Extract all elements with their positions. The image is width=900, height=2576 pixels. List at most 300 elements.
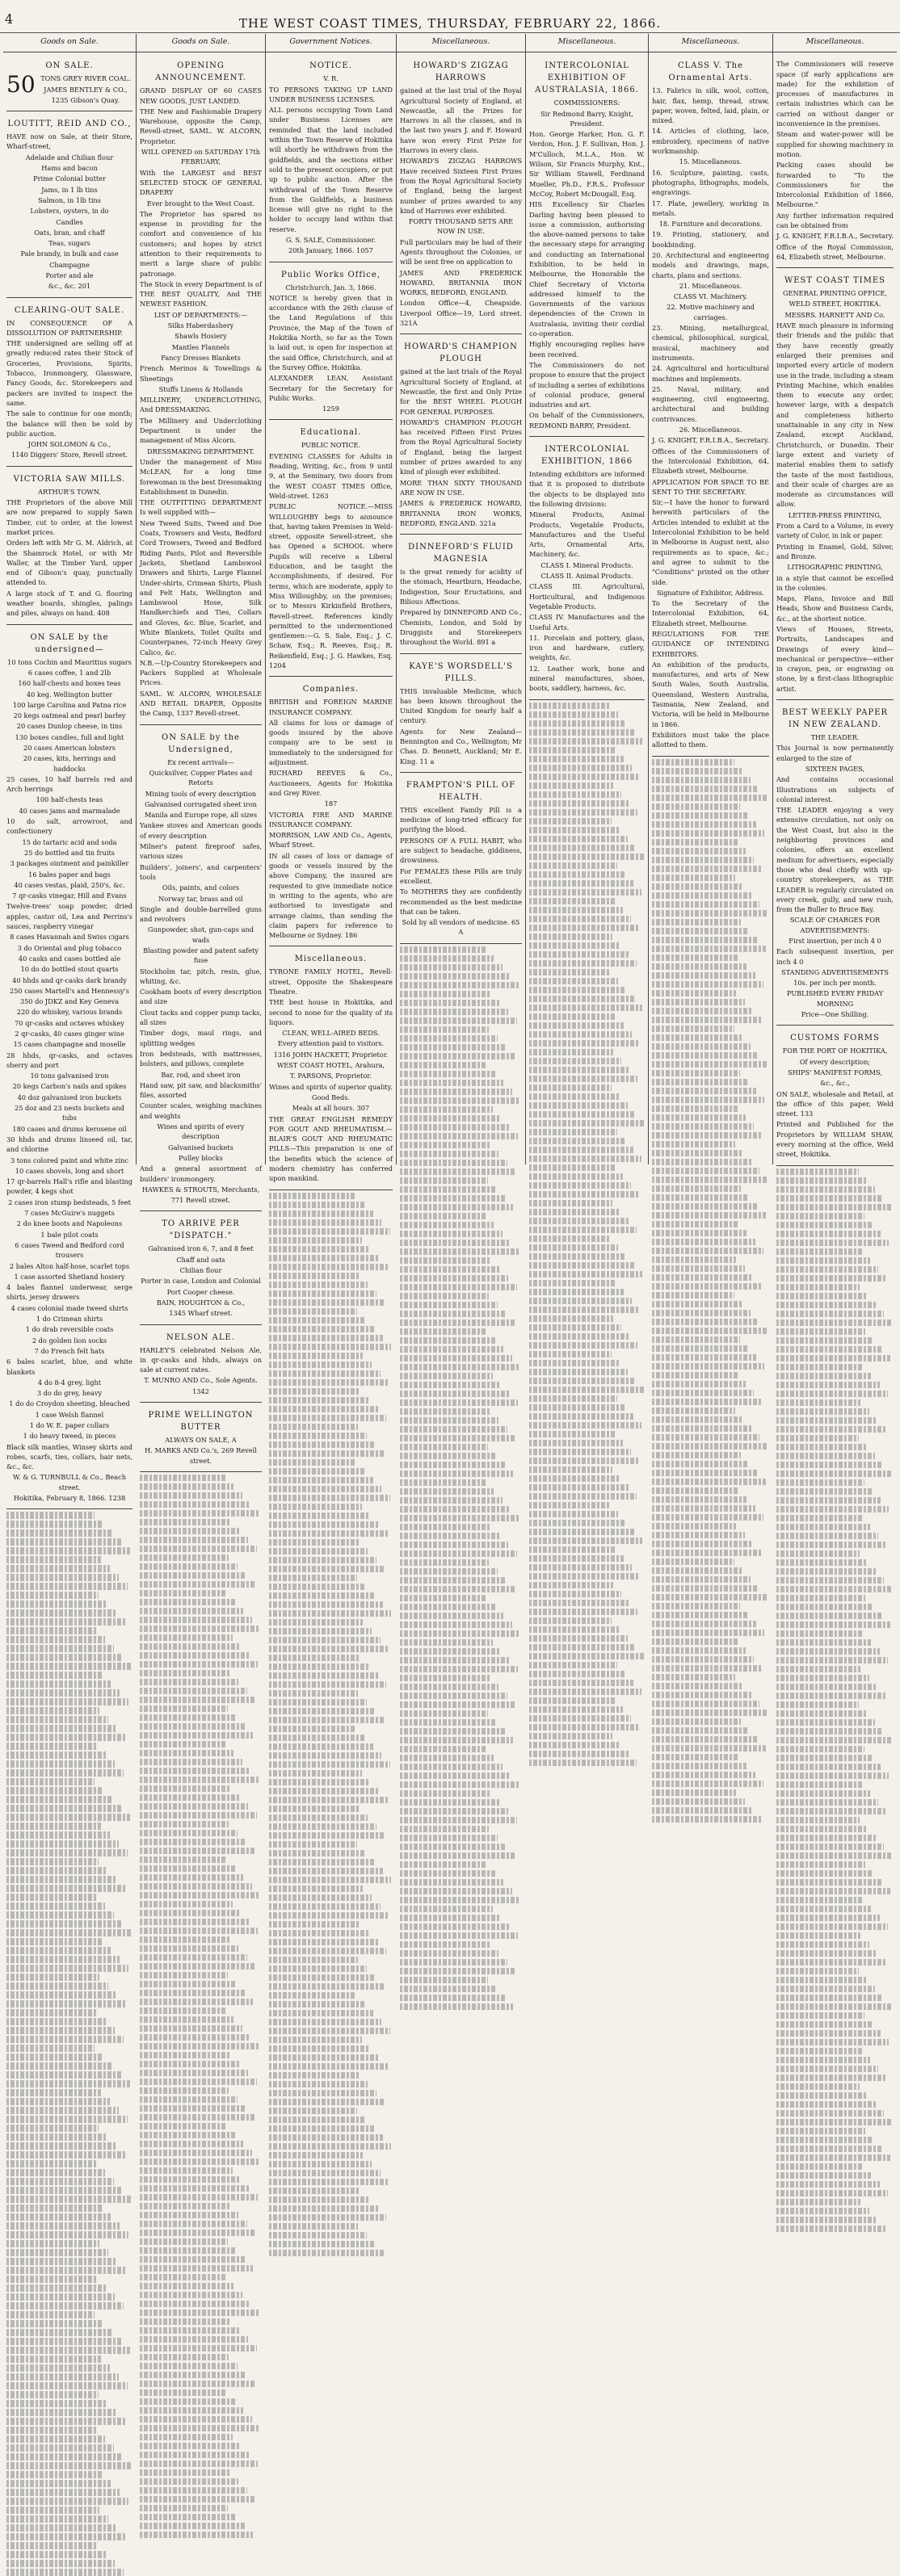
advertisement-line: Maps, Plans, Invoice and Bill Heads, Show and Business Cards, &c., at the shortest notice.	[776, 594, 894, 623]
text-line	[140, 1510, 259, 1517]
advertisement-title: KAYE'S WORSDELL'S PILLS.	[409, 661, 513, 683]
text-line	[6, 2338, 121, 2345]
text-line	[140, 2372, 246, 2379]
text-line	[529, 1511, 618, 1518]
text-line	[652, 1230, 746, 1237]
text-line	[140, 1821, 229, 1828]
text-line	[776, 1195, 883, 1202]
advertisement-line: Clout tacks and copper pump tacks, all sizes	[140, 1008, 262, 1027]
text-line	[529, 1031, 632, 1038]
text-line	[529, 1164, 615, 1172]
advertisement-line: Wines and spirits of superior quality.	[269, 1082, 393, 1091]
advertisement	[400, 56, 522, 334]
text-line	[140, 2114, 254, 2121]
advertisement-line: &c., &c. 201	[48, 282, 91, 291]
text-line	[529, 1209, 620, 1216]
text-line	[652, 875, 735, 882]
advertisement	[400, 537, 522, 653]
text-line	[400, 1906, 493, 1913]
advertisement-line: CLASS VI. Machinery.	[673, 292, 748, 301]
text-line	[776, 1462, 883, 1469]
advertisement-line: STANDING ADVERTISEMENTS	[781, 967, 889, 976]
advertisement-title: HOWARD'S ZIGZAG HARROWS	[413, 61, 509, 83]
text-line	[400, 1479, 486, 1487]
text-line	[269, 1290, 376, 1298]
column-heading: Government Notices.	[266, 34, 396, 52]
advertisement-line: Counter scales, weighing machines and weights	[140, 1101, 262, 1120]
advertisement-line: HIS Excellency Sir Charles Darling having been pleased to issue a commission, authorising the above-named persons to take the necessary steps for arranging and conducting an International Exhibition, to be held in Melbourne, the Honorable the Chief Secretary of Victoria addressed himself to the Governments of the various dependencies of the Crown in Australasia, inviting their cordial co-operation.	[529, 200, 645, 338]
text-line	[652, 1372, 738, 1379]
text-line	[776, 1204, 891, 1211]
advertisement	[529, 56, 645, 437]
text-line	[776, 1542, 886, 1549]
text-line	[400, 991, 491, 998]
advertisement-title: BEST WEEKLY PAPER IN NEW ZEALAND.	[781, 708, 889, 730]
text-line	[140, 1830, 238, 1837]
text-line	[269, 1788, 379, 1795]
text-line	[140, 2452, 250, 2459]
text-line	[140, 2159, 260, 2166]
advertisement	[6, 56, 132, 111]
text-line	[6, 1672, 103, 1679]
text-line	[6, 1823, 101, 1830]
text-line	[269, 1868, 383, 1875]
text-line	[400, 1364, 520, 1371]
text-line	[140, 2301, 250, 2308]
advertisement-line: To MOTHERS they are confidently recommended as the best medicine that can be taken.	[400, 887, 522, 916]
text-line	[400, 1062, 486, 1069]
advertisement-line: THE Proprietors of the above Mill are now prepared to supply Sawn Timber, cut to order, at the lowest market prices.	[6, 498, 132, 536]
text-line	[269, 1974, 376, 1982]
text-line	[400, 1524, 491, 1531]
text-line	[269, 1299, 385, 1307]
text-line	[529, 1671, 625, 1678]
text-line	[269, 1237, 362, 1244]
body-text-placeholder	[776, 1168, 894, 2233]
text-line	[269, 1717, 384, 1724]
text-line	[652, 1114, 746, 1122]
advertisement-line: Steam and water-power will be supplied for showing machinery in motion.	[776, 130, 894, 158]
text-line	[400, 955, 494, 963]
text-line	[269, 1202, 364, 1209]
text-line	[400, 1053, 515, 1060]
advertisement-line: THE LEADER.	[810, 733, 860, 742]
text-line	[400, 1710, 488, 1718]
text-line	[776, 1719, 875, 1726]
text-line	[140, 2265, 253, 2272]
text-line	[652, 1487, 738, 1495]
text-line	[269, 1370, 381, 1378]
text-line	[269, 1433, 367, 1440]
text-line	[269, 1903, 381, 1911]
text-line	[269, 1850, 365, 1857]
text-line	[6, 2160, 96, 2167]
newspaper-title: THE WEST COAST TIMES, THURSDAY, FEBRUARY 22, 1866.	[238, 16, 662, 31]
text-line	[776, 1657, 888, 1664]
advertisement-line: 2 cases iron stump bedsteads, 5 feet	[8, 1198, 131, 1206]
text-line	[269, 1894, 372, 1902]
text-line	[140, 2176, 241, 2184]
advertisement-line: 10 tons Cochin and Mauritius sugars	[7, 657, 132, 666]
text-line	[776, 1861, 865, 1869]
text-line	[529, 720, 626, 728]
text-line	[529, 1236, 610, 1243]
text-line	[269, 1806, 360, 1813]
text-line	[529, 1742, 620, 1749]
text-line	[652, 1159, 751, 1166]
text-line	[400, 1657, 510, 1664]
text-line	[6, 1627, 96, 1634]
text-line	[529, 1653, 644, 1660]
text-line	[529, 791, 621, 799]
advertisement-line: A large stock of T. and G. flooring weather boards, shingles, palings and piles, always on hand. 408	[6, 589, 132, 618]
text-line	[529, 969, 610, 976]
text-line	[6, 1725, 117, 1732]
text-line	[140, 2087, 229, 2095]
text-line	[6, 1920, 123, 1928]
text-line	[6, 2515, 108, 2523]
text-line	[652, 1807, 753, 1815]
advertisement-line: 160 half-chests and boxes teas	[18, 679, 121, 688]
text-line	[400, 1755, 494, 1762]
advertisement-line: SCALE OF CHARGES FOR ADVERTISEMENTS:	[789, 916, 881, 934]
text-line	[776, 1568, 876, 1575]
text-line	[652, 1399, 762, 1406]
text-line	[6, 2045, 95, 2052]
text-line	[776, 2110, 884, 2117]
advertisement-line: 1 do Crimean shirts	[36, 1315, 103, 1324]
text-line	[6, 2231, 128, 2238]
advertisement	[776, 56, 894, 268]
text-line	[529, 1520, 626, 1527]
text-line	[652, 1274, 753, 1282]
text-line	[269, 1628, 372, 1635]
columns	[3, 34, 897, 1503]
advertisement-line: 20 kegs Carbon's nails and spikes	[12, 1082, 127, 1091]
text-line	[6, 1787, 103, 1794]
text-line	[400, 1399, 518, 1407]
advertisement-line: CLASS II. Animal Products.	[540, 572, 633, 581]
text-line	[6, 2187, 123, 2194]
text-line	[776, 1222, 873, 1229]
text-line	[6, 1991, 117, 1999]
text-line	[140, 1643, 241, 1651]
text-line	[140, 1492, 242, 1500]
advertisement-line: On behalf of the Commissioners, REDMOND BARRY, President.	[529, 411, 645, 430]
text-line	[776, 1622, 890, 1629]
text-line	[269, 1939, 378, 1946]
text-line	[6, 2347, 130, 2354]
text-line	[776, 1391, 888, 1398]
advertisement-line: 771 Revell street.	[170, 1196, 231, 1205]
advertisement-line: 1342	[192, 1387, 209, 1395]
advertisement-line: Sir Redmond Barry, Knight, President.	[540, 109, 633, 128]
text-line	[652, 1123, 754, 1131]
advertisement-line: THE GREAT ENGLISH REMEDY FOR GOUT AND RHEUMATISM.—BLAIR'S GOUT AND RHEUMATIC PILLS—This preparation is one of the benefits which the science of modern chemistry has conferred upon mankind.	[269, 1114, 393, 1183]
text-line	[652, 1789, 736, 1797]
text-line	[776, 1284, 860, 1291]
text-line	[400, 973, 511, 980]
advertisement-line: Norway tar, brass and oil	[158, 894, 243, 903]
advertisement-line: 24. Agricultural and horticultural machines and implements.	[652, 364, 769, 383]
advertisement-line: Oats, bran, and chaff	[34, 228, 105, 237]
text-line	[776, 1764, 881, 1771]
text-line	[776, 1915, 880, 1922]
advertisement-line: 1 bale pilot coats	[40, 1230, 99, 1239]
advertisement-line: Stuffs Linens & Hollands	[158, 384, 243, 393]
advertisement-line: Manila and Europe rope, all sizes	[144, 811, 258, 820]
text-line	[776, 1870, 873, 1877]
column-3	[265, 34, 396, 1183]
advertisement-line: Wines and spirits of every description	[157, 1122, 245, 1141]
text-line	[529, 987, 626, 994]
advertisement-line: 15 do tartaric acid and soda	[22, 837, 117, 846]
text-line	[269, 1815, 368, 1822]
text-line	[652, 1710, 768, 1717]
text-line	[140, 2283, 233, 2290]
advertisement-line: CLEAN, WELL-AIRED BEDS.	[282, 1029, 380, 1038]
text-line	[140, 2381, 254, 2388]
advertisement-title: DINNEFORD'S FLUID MAGNESIA	[408, 543, 514, 564]
text-line	[140, 2105, 246, 2112]
advertisement-line: Champagne	[49, 260, 90, 269]
advertisement-line: Lobsters, oysters, in do	[30, 207, 109, 216]
advertisement-line: Galvanised corrugated sheet iron	[145, 799, 257, 808]
text-line	[400, 1151, 498, 1158]
advertisement-line: And a general assortment of builders' ironmongery.	[140, 1164, 262, 1183]
text-line	[652, 1532, 745, 1539]
text-line	[776, 1977, 867, 1984]
text-line	[6, 1796, 112, 1803]
column-heading: Miscellaneous.	[649, 34, 772, 52]
text-line	[400, 1328, 486, 1336]
advertisement-line: Mining tools of every description	[145, 789, 257, 798]
text-line	[776, 1995, 883, 2002]
text-line	[400, 1533, 500, 1540]
text-line	[529, 1271, 642, 1278]
text-line	[400, 1666, 518, 1673]
text-line	[400, 1977, 488, 1984]
advertisement-line: 1 case Welsh flannel	[35, 1410, 104, 1419]
text-line	[6, 2444, 114, 2452]
advertisement-line: 1235 Gibson's Quay.	[51, 95, 120, 104]
text-line	[6, 2062, 112, 2070]
text-line	[269, 1353, 363, 1360]
text-line	[529, 933, 612, 941]
text-line	[400, 1266, 500, 1273]
text-line	[269, 1957, 358, 1964]
text-line	[269, 1779, 370, 1786]
text-line	[400, 1160, 507, 1167]
advertisement-line: This Journal is now permanently enlarged to the size of	[776, 744, 894, 762]
advertisement-line: ALEXANDER LEAN, Assistant Secretary for the Secretary for Public Works.	[269, 374, 393, 402]
text-line	[652, 1052, 759, 1059]
text-line	[269, 1592, 374, 1600]
text-line	[140, 1617, 252, 1624]
text-line	[529, 1040, 640, 1047]
advertisement-line: With the LARGEST and BEST SELECTED STOCK OF GENERAL DRAPERY	[140, 168, 262, 197]
advertisement-line: Sir,—I have the honor to forward herewith particulars of the Articles intended to exhibit at the Intercolonial Exhibition to be held in Melbourne in August next, also requirements as to space, &c.; and agree to submit to the "Conditions" printed on the other side.	[652, 498, 769, 586]
text-line	[269, 1948, 386, 1955]
advertisement-line: Builders', joiners', and carpenters' tools	[140, 862, 262, 881]
text-line	[140, 1697, 255, 1704]
text-line	[269, 1637, 381, 1644]
text-line	[140, 2203, 230, 2210]
text-line	[652, 972, 755, 980]
advertisement-line: LETTER-PRESS PRINTING,	[788, 510, 882, 519]
advertisement-line: Timber dogs, maul rings, and splitting wedges	[140, 1029, 262, 1047]
text-line	[776, 1959, 885, 1966]
text-line	[652, 1416, 743, 1424]
advertisement-line: gained at the last trials of the Royal Agricultural Society of England, at Newcastle, the first and Only Prize for the BEST WHEEL PLOUGH FOR GENERAL PURPOSES.	[400, 367, 522, 416]
text-line	[529, 1582, 613, 1589]
advertisement-line: 13. Fabrics in silk, wool, cotton, hair, flax, hemp, thread, straw, paper, woven, felted, laid, plain, or mixed.	[652, 86, 769, 125]
text-line	[529, 960, 637, 967]
advertisement-line: 100 half-chests teas	[36, 795, 103, 804]
text-line	[652, 1354, 756, 1361]
text-line	[6, 2453, 123, 2461]
text-line	[529, 978, 618, 985]
text-line	[776, 1613, 882, 1620]
text-line	[529, 1173, 623, 1181]
text-line	[140, 1519, 231, 1526]
text-line	[652, 1496, 746, 1504]
text-line	[652, 1301, 742, 1308]
advertisement-line: Gunpowder, shot, gun-caps and wads	[148, 925, 254, 944]
text-line	[776, 2172, 871, 2180]
text-line	[269, 1246, 370, 1253]
text-line	[776, 1355, 890, 1362]
text-line	[6, 2284, 106, 2292]
advertisement-line: W. & G. TURNBULL & Co., Beach street.	[13, 1473, 126, 1491]
advertisement-line: G. S. SALE, Commissioner.	[285, 236, 376, 244]
text-line	[6, 1565, 110, 1572]
advertisement-line: MESSRS. HARNETT AND Co.	[784, 310, 885, 319]
advertisement-line: 7 do French felt hats	[34, 1346, 105, 1355]
text-line	[529, 1760, 637, 1767]
text-line	[269, 1406, 378, 1413]
text-line	[6, 1538, 121, 1546]
advertisement-line: 187	[324, 799, 338, 808]
text-line	[140, 1954, 247, 1961]
text-line	[140, 2363, 238, 2370]
text-line	[6, 1938, 103, 1945]
text-line	[400, 1417, 498, 1424]
text-line	[652, 1061, 767, 1068]
text-line	[400, 1808, 508, 1815]
text-line	[269, 2188, 360, 2195]
advertisement-line: H. MARKS AND Co.'s, 269 Revell street.	[145, 1446, 257, 1465]
text-line	[6, 1547, 130, 1554]
advertisement-title: FRAMPTON'S PILL OF HEALTH.	[406, 780, 516, 802]
text-line	[6, 2533, 126, 2540]
text-line	[652, 1567, 742, 1575]
text-line	[400, 1471, 513, 1478]
advertisement-line: Meals at all hours. 307	[292, 1104, 370, 1113]
text-line	[269, 1859, 374, 1866]
text-line	[6, 1876, 116, 1883]
text-line	[529, 1156, 641, 1163]
text-line	[529, 1351, 612, 1358]
text-line	[529, 756, 624, 763]
advertisement-line: THE New and Fashionable Drapery Warehouse, opposite the Camp, Revell-street, SAML. W. ALCORN, Proprietor.	[140, 107, 262, 145]
text-line	[400, 1373, 493, 1380]
text-line	[140, 2185, 250, 2192]
advertisement-line: Teas, sugars	[48, 239, 90, 248]
text-line	[6, 1858, 99, 1865]
text-line	[140, 1732, 253, 1739]
advertisement	[6, 627, 132, 1510]
text-line	[269, 2090, 376, 2097]
text-line	[400, 1586, 515, 1593]
text-line	[269, 1966, 367, 1973]
advertisement-line: 28 hhds, qr-casks, and octaves sherry and port	[6, 1051, 132, 1069]
text-line	[652, 1514, 763, 1521]
advertisement-title: VICTORIA SAW MILLS.	[13, 474, 126, 484]
text-line	[529, 925, 639, 932]
text-line	[140, 2230, 255, 2237]
advertisement-line: London Office—4, Cheapside. Liverpool Office—19, Lord street. 321A	[400, 299, 522, 328]
text-line	[269, 1566, 385, 1573]
advertisement-line: 2 bales Alton half-hose, scarlet tops	[9, 1261, 130, 1270]
text-line	[400, 1355, 512, 1362]
advertisement-line: Views of Houses, Streets, Portraits, Landscapes and Drawings of every kind—mechanical or perspective—either in crayon, pen, or engraving on stone, by a first-class lithographic artist.	[776, 624, 894, 693]
advertisement-line: 70 qr-casks and octaves whiskey	[15, 1018, 124, 1027]
advertisement-line: 25. Naval, military, and engineering, civil engineering, architectural and building contrivances.	[652, 384, 769, 423]
text-line	[269, 1610, 391, 1617]
text-line	[6, 2196, 131, 2203]
advertisement-line: LIST OF DEPARTMENTS:—	[154, 310, 248, 319]
advertisement-line: 20 kegs oatmeal and pearl barley	[13, 711, 126, 720]
text-line	[269, 1326, 374, 1333]
text-line	[529, 1458, 639, 1465]
text-line	[140, 1777, 259, 1784]
advertisement-line: Price—One Shilling.	[801, 1010, 869, 1019]
advertisement-line: 1 do drab reversible coats	[25, 1325, 114, 1334]
text-line	[776, 2039, 889, 2046]
text-line	[776, 1746, 864, 1753]
text-line	[140, 1537, 248, 1544]
advertisement-line: THE undersigned are selling off at greatly reduced rates their Stock of Groceries, Provisions, Spirits, Tobacco, Ironmongery, Glassware, Fancy Goods, &c. Storekeepers and packers are invited to inspect the same.	[6, 339, 132, 407]
text-line	[776, 2057, 870, 2064]
text-line	[776, 1737, 891, 1744]
text-line	[269, 1424, 358, 1431]
text-line	[776, 1639, 871, 1647]
text-line	[776, 1471, 891, 1478]
text-line	[6, 2133, 107, 2141]
text-line	[140, 1581, 254, 1588]
advertisement-line: 4 bales flannel underwear, serge shirts, jersey drawers	[6, 1283, 132, 1302]
text-line	[140, 2310, 259, 2317]
advertisement-line: 40 casks and cases bottled ale	[18, 954, 121, 963]
text-line	[6, 2293, 115, 2301]
text-line	[652, 803, 740, 811]
text-line	[6, 2240, 99, 2247]
text-line	[652, 1603, 740, 1610]
text-line	[652, 892, 751, 900]
text-line	[529, 703, 610, 710]
text-line	[776, 1684, 877, 1691]
advertisement-title: PRIME WELLINGTON BUTTER	[148, 1410, 254, 1432]
text-line	[652, 954, 738, 962]
text-line	[529, 1484, 629, 1491]
advertisement-line: Iron bedsteads, with mattresses, bolsters, and pillows, complete	[140, 1049, 262, 1068]
page-number: 4	[5, 11, 14, 27]
text-line	[269, 1228, 390, 1236]
advertisement-line: Jams, in 1 lb tins	[41, 185, 98, 194]
text-line	[652, 1390, 754, 1397]
advertisement-line: 20 cases American lobsters	[23, 743, 116, 752]
